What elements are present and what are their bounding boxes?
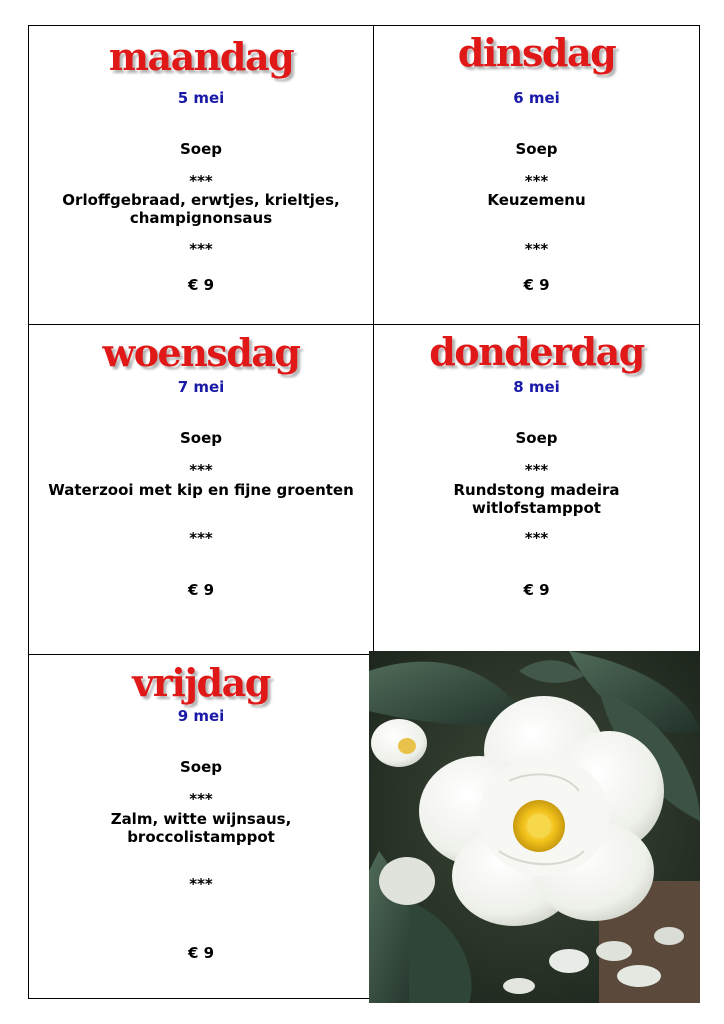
price: € 9 <box>187 944 215 962</box>
day-title: donderdag <box>429 329 644 374</box>
separator: *** <box>524 172 549 190</box>
day-date: 7 mei <box>177 378 225 396</box>
separator: *** <box>524 529 549 547</box>
soup-label: Soep <box>515 140 558 158</box>
white-camellia-flower-photo <box>369 651 700 1003</box>
day-cell-wednesday <box>28 324 374 655</box>
day-title: maandag <box>108 34 294 79</box>
price: € 9 <box>523 581 550 599</box>
main-dish: Keuzemenu <box>487 191 586 209</box>
soup-label: Soep <box>179 758 223 776</box>
day-cell-monday <box>28 25 374 325</box>
soup-label: Soep <box>179 140 223 158</box>
separator: *** <box>189 529 213 547</box>
day-title: vrijdag <box>132 660 270 705</box>
day-date: 5 mei <box>177 89 225 107</box>
main-dish: Orloffgebraad, erwtjes, krieltjes, champignonsaus <box>62 191 340 227</box>
day-date: 6 mei <box>513 89 560 107</box>
separator: *** <box>189 172 213 190</box>
separator: *** <box>189 875 213 893</box>
main-dish: Rundstong madeira witlofstamppot <box>453 481 620 517</box>
separator: *** <box>524 461 549 479</box>
main-dish: Waterzooi met kip en fijne groenten <box>48 481 354 499</box>
soup-label: Soep <box>515 429 558 447</box>
price: € 9 <box>523 276 550 294</box>
day-title: woensdag <box>102 330 300 375</box>
price: € 9 <box>187 276 215 294</box>
main-dish: Zalm, witte wijnsaus, broccolistamppot <box>110 810 292 846</box>
separator: *** <box>189 790 213 808</box>
separator: *** <box>189 461 213 479</box>
day-cell-thursday <box>373 324 700 655</box>
day-cell-tuesday <box>373 25 700 325</box>
soup-label: Soep <box>179 429 223 447</box>
day-cell-friday <box>28 654 374 999</box>
price: € 9 <box>187 581 215 599</box>
day-title: dinsdag <box>457 30 616 75</box>
camellia-image <box>369 651 700 1003</box>
day-date: 9 mei <box>177 707 225 725</box>
day-date: 8 mei <box>513 378 560 396</box>
separator: *** <box>189 240 213 258</box>
separator: *** <box>524 240 549 258</box>
